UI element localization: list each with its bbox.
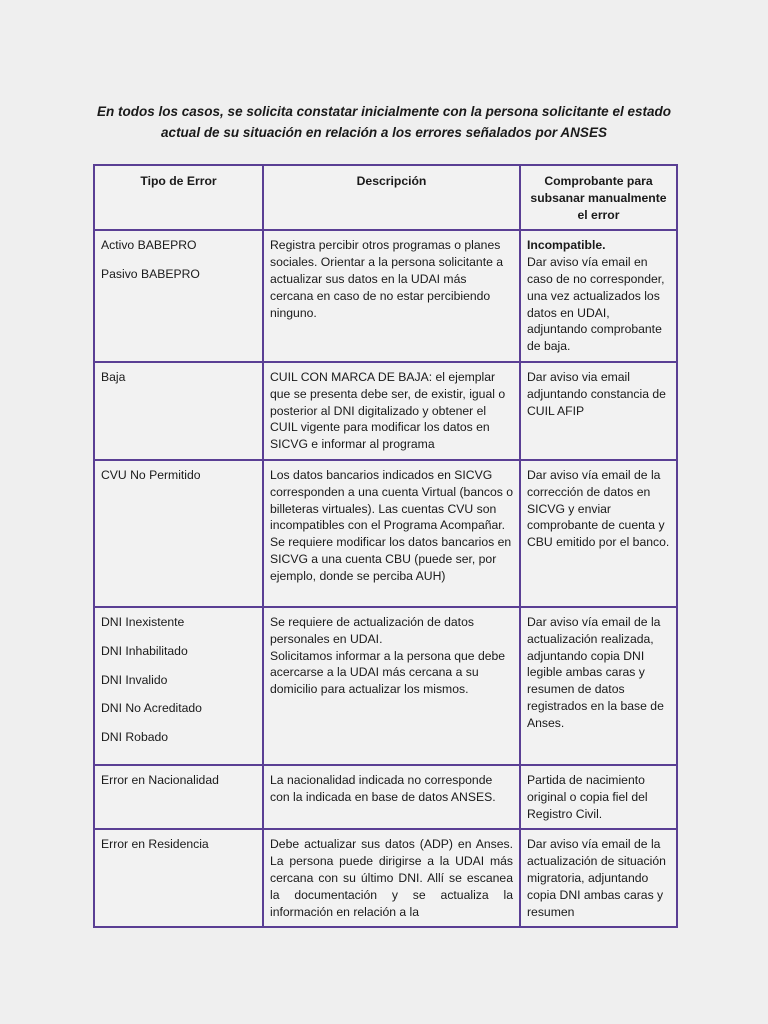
descripcion-text: La nacionalidad indicada no corresponde con la indicada en base de datos ANSES. xyxy=(270,772,496,804)
comprobante-cell xyxy=(520,765,677,829)
table-header-row xyxy=(94,165,677,230)
comprobante-text: Dar aviso vía email en caso de no corresponder, una vez actualizados los datos en UDAI, adjuntando comprobante de baja. xyxy=(527,255,665,354)
table-row xyxy=(94,765,677,829)
descripcion-cell xyxy=(263,607,520,765)
comprobante-cell xyxy=(520,460,677,607)
tipo-label: Error en Residencia xyxy=(101,837,209,852)
descripcion-text: Se requiere modificar los datos bancarios en SICVG a una cuenta CBU (puede ser, por ejemplo, donde se perciba AUH) xyxy=(270,535,512,583)
tipo-label: DNI No Acreditado xyxy=(101,701,202,716)
descripcion-text: CUIL CON MARCA DE BAJA: el ejemplar que se presenta debe ser, de existir, igual o posterior al DNI digitalizado y obtener el CUIL vigente para modificar los datos en SICVG e informar al programa xyxy=(270,369,506,452)
comprobante-bold: Incompatible. xyxy=(527,238,606,253)
tipo-cell xyxy=(94,230,263,362)
tipo-label: Baja xyxy=(101,369,126,384)
comprobante-text: Dar aviso via email adjuntando constancia de CUIL AFIP xyxy=(527,369,666,418)
table-row xyxy=(94,607,677,765)
tipo-label: DNI Robado xyxy=(101,730,169,745)
comprobante-cell xyxy=(520,230,677,362)
table-row xyxy=(94,460,677,607)
intro-text: En todos los casos, se solicita constatar inicialmente con la persona solicitante el estado actual de su situación en relación a los errores señalados por ANSES xyxy=(97,104,671,140)
header-descripcion: Descripción xyxy=(263,165,520,230)
tipo-cell xyxy=(94,607,263,765)
comprobante-text: Dar aviso vía email de la actualización de situación migratoria, adjuntando copia DNI ambas caras y resumen xyxy=(527,837,666,919)
tipo-cell xyxy=(94,829,263,927)
table-row xyxy=(94,230,677,362)
descripcion-text: Los datos bancarios indicados en SICVG corresponden a una cuenta Virtual (bancos o billeteras virtuales). Las cuentas CVU son incompatibles con el Programa Acompañar. xyxy=(270,467,514,533)
tipo-label: CVU No Permitido xyxy=(101,467,201,482)
tipo-label: Pasivo BABEPRO xyxy=(101,267,200,282)
descripcion-cell xyxy=(263,460,520,607)
table-row xyxy=(94,362,677,460)
comprobante-text: Partida de nacimiento original o copia fiel del Registro Civil. xyxy=(527,772,648,821)
descripcion-text: Debe actualizar sus datos (ADP) en Anses. La persona puede dirigirse a la UDAI más cercana con su último DNI. Allí se escanea la documentación y se actualiza la información en relación a la xyxy=(270,837,513,919)
tipo-label: DNI Invalido xyxy=(101,672,168,687)
tipo-label: DNI Inhabilitado xyxy=(101,643,188,658)
tipo-cell xyxy=(94,460,263,607)
error-table xyxy=(93,164,678,928)
table-row xyxy=(94,829,677,927)
tipo-label: Activo BABEPRO xyxy=(101,238,197,253)
header-tipo: Tipo de Error xyxy=(94,165,263,230)
descripcion-text: Se requiere de actualización de datos personales en UDAI. xyxy=(270,614,474,646)
comprobante-text: Dar aviso vía email de la corrección de datos en SICVG y enviar comprobante de cuenta y CBU emitido por el banco. xyxy=(527,467,670,550)
tipo-label: DNI Inexistente xyxy=(101,614,185,629)
comprobante-cell xyxy=(520,362,677,460)
descripcion-text: Solicitamos informar a la persona que debe acercarse a la UDAI más cercana a su domicilio para actualizar los mismos. xyxy=(270,648,506,697)
descripcion-cell xyxy=(263,765,520,829)
descripcion-cell xyxy=(263,362,520,460)
descripcion-text: Registra percibir otros programas o planes sociales. Orientar a la persona solicitante a actualizar sus datos en la UDAI más cercana en caso de no estar percibiendo ninguno. xyxy=(270,238,504,320)
header-comprobante: Comprobante para subsanar manualmente el error xyxy=(520,165,677,230)
comprobante-text: Dar aviso vía email de la actualización realizada, adjuntando copia DNI legible ambas caras y resumen de datos registrados en la base de Anses. xyxy=(527,614,664,730)
tipo-label: Error en Nacionalidad xyxy=(101,772,219,787)
comprobante-cell xyxy=(520,829,677,927)
descripcion-cell xyxy=(263,230,520,362)
tipo-cell xyxy=(94,362,263,460)
comprobante-cell xyxy=(520,607,677,765)
tipo-cell xyxy=(94,765,263,829)
descripcion-cell xyxy=(263,829,520,927)
